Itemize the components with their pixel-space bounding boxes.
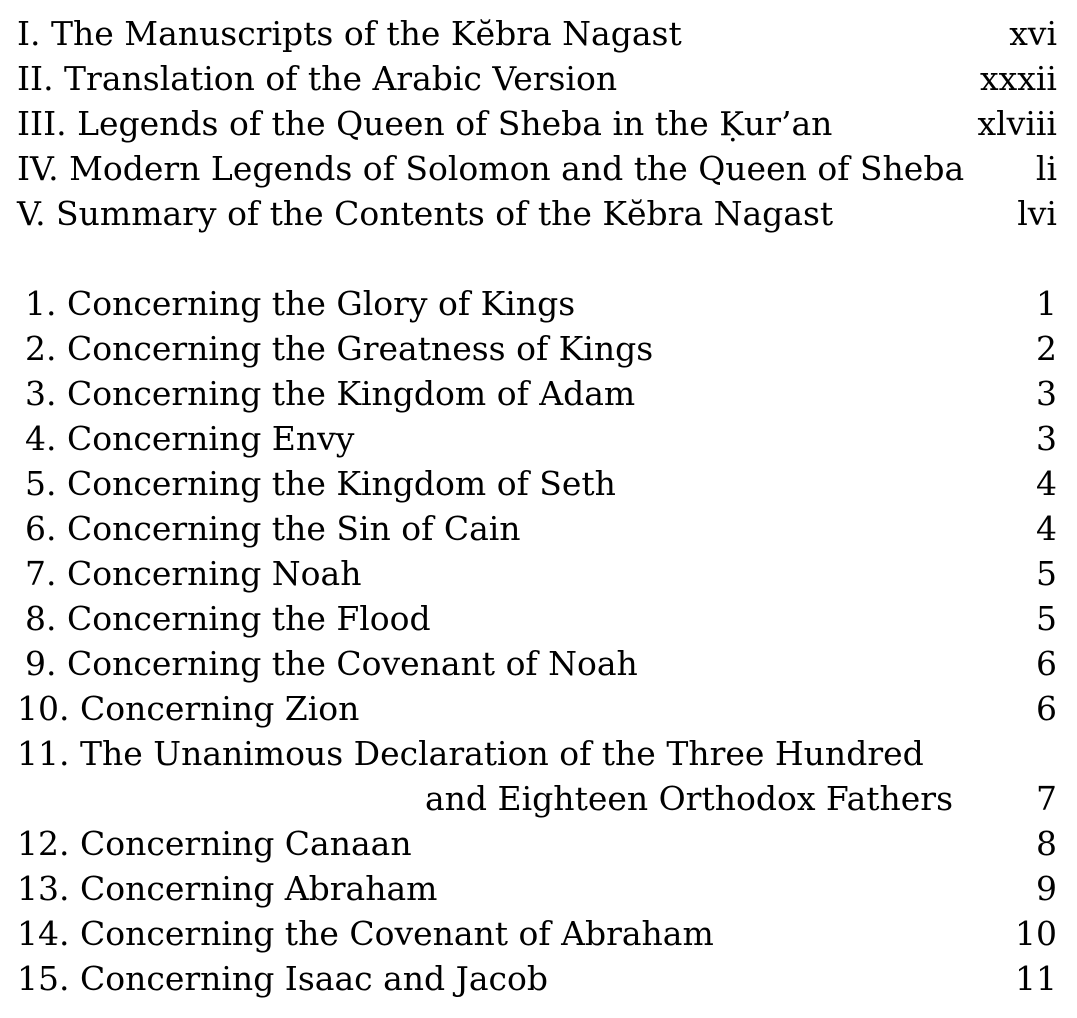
toc-entry-page: 3 [1036,374,1057,413]
toc-entry-page: 9 [1036,869,1057,908]
toc-entry-page: 7 [1036,779,1057,818]
toc-entry-title: 12. Concerning Canaan [17,824,412,863]
toc-entry-title: 9. Concerning the Covenant of Noah [25,644,638,683]
toc-entry-intro-5 [17,191,1057,236]
toc-entry-chapter-2 [17,326,1057,371]
table-of-contents [17,11,1057,1001]
toc-entry-title: 11. The Unanimous Declaration of the Three Hundred [17,734,924,773]
toc-entry-title: 7. Concerning Noah [25,554,362,593]
toc-entry-title: 14. Concerning the Covenant of Abraham [17,914,714,953]
toc-entry-chapter-12 [17,821,1057,866]
toc-entry-page: 11 [1015,959,1057,998]
toc-entry-intro-1 [17,11,1057,56]
toc-entry-title: V. Summary of the Contents of the Kĕbra Nagast [17,194,834,233]
toc-entry-chapter-3 [17,371,1057,416]
toc-entry-chapter-1 [17,281,1057,326]
toc-entry-page: 5 [1036,599,1057,638]
toc-entry-title: 4. Concerning Envy [25,419,355,458]
toc-entry-title: 8. Concerning the Flood [25,599,431,638]
toc-entry-title: I. The Manuscripts of the Kĕbra Nagast [17,14,682,53]
toc-entry-chapter-4 [17,416,1057,461]
toc-entry-title: 2. Concerning the Greatness of Kings [25,329,654,368]
section-gap [17,236,1057,281]
toc-entry-chapter-7 [17,551,1057,596]
toc-entry-chapter-11 [17,731,1057,776]
toc-entry-chapter-13 [17,866,1057,911]
toc-entry-chapter-11-continued [17,776,1057,821]
toc-entry-page: li [1035,149,1057,188]
toc-entry-intro-4 [17,146,1057,191]
toc-entry-page: 10 [1015,914,1057,953]
toc-entry-chapter-15 [17,956,1057,1001]
toc-entry-page: lvi [1017,194,1057,233]
toc-entry-intro-2 [17,56,1057,101]
toc-entry-page: xvi [1009,14,1057,53]
toc-entry-chapter-8 [17,596,1057,641]
toc-entry-page: 4 [1036,509,1057,548]
toc-entry-title-continued: and Eighteen Orthodox Fathers [425,779,954,818]
toc-entry-page: 6 [1036,689,1057,728]
toc-entry-chapter-9 [17,641,1057,686]
toc-entry-page: 4 [1036,464,1057,503]
toc-entry-page: 6 [1036,644,1057,683]
toc-entry-page: 8 [1036,824,1057,863]
toc-entry-page: 5 [1036,554,1057,593]
toc-entry-title: IV. Modern Legends of Solomon and the Queen of Sheba [17,149,965,188]
toc-entry-title: 13. Concerning Abraham [17,869,438,908]
toc-entry-page: 2 [1036,329,1057,368]
toc-entry-title: 5. Concerning the Kingdom of Seth [25,464,616,503]
toc-entry-title: III. Legends of the Queen of Sheba in the Ḳur’an [17,104,833,143]
toc-entry-chapter-10 [17,686,1057,731]
toc-entry-page: xlviii [977,104,1057,143]
toc-entry-title: 1. Concerning the Glory of Kings [25,284,576,323]
toc-entry-page: 3 [1036,419,1057,458]
toc-entry-page: 1 [1036,284,1057,323]
toc-entry-chapter-6 [17,506,1057,551]
toc-entry-title: II. Translation of the Arabic Version [17,59,618,98]
toc-entry-title: 6. Concerning the Sin of Cain [25,509,521,548]
toc-entry-page: xxxii [980,59,1057,98]
toc-entry-title: 10. Concerning Zion [17,689,360,728]
toc-entry-title: 3. Concerning the Kingdom of Adam [25,374,636,413]
toc-entry-title: 15. Concerning Isaac and Jacob [17,959,549,998]
toc-entry-chapter-5 [17,461,1057,506]
toc-entry-intro-3 [17,101,1057,146]
toc-entry-chapter-14 [17,911,1057,956]
